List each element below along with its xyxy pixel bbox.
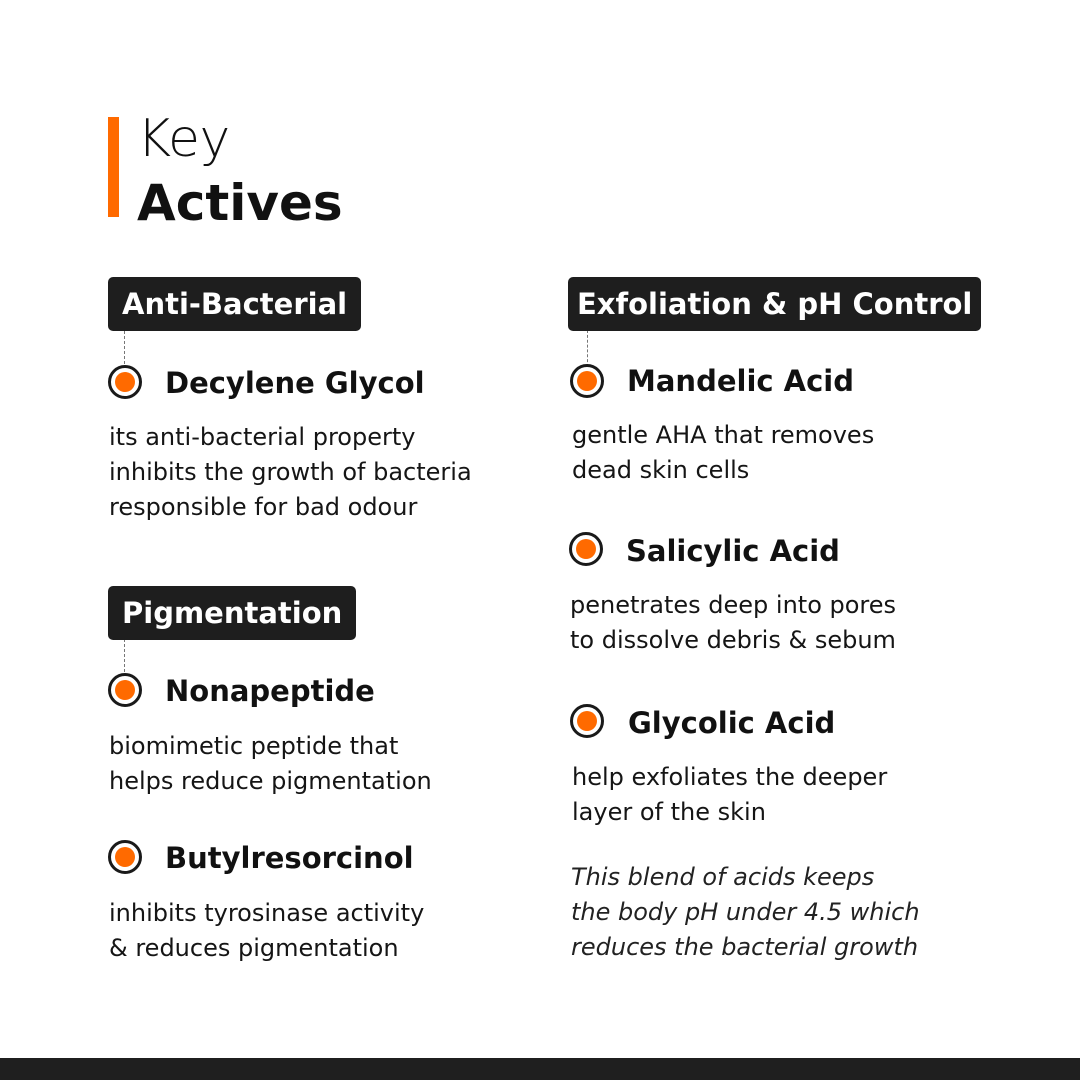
- anti-bacterial-tag: Anti-Bacterial: [108, 277, 361, 331]
- glycolic-acid-description: help exfoliates the deeper layer of the skin: [572, 763, 888, 826]
- nonapeptide-description: biomimetic peptide that helps reduce pigmentation: [109, 732, 432, 795]
- mandelic-acid-bullet-icon: [570, 364, 604, 398]
- accent-bar: [108, 117, 119, 217]
- footer-bar: [0, 1058, 1080, 1080]
- salicylic-acid-bullet-icon: [569, 532, 603, 566]
- butylresorcinol-name: Butylresorcinol: [165, 841, 414, 875]
- exfoliation-connector: [587, 330, 588, 367]
- butylresorcinol-bullet-icon: [108, 840, 142, 874]
- salicylic-acid-description: penetrates deep into pores to dissolve debris & sebum: [570, 591, 897, 654]
- anti-bacterial-connector: [124, 331, 125, 369]
- decylene-glycol-bullet-icon: [108, 365, 142, 399]
- page-title-actives: Actives: [137, 174, 343, 232]
- mandelic-acid-name: Mandelic Acid: [627, 364, 855, 398]
- mandelic-acid-description: gentle AHA that removes dead skin cells: [572, 421, 875, 484]
- nonapeptide-bullet-icon: [108, 673, 142, 707]
- page-title-key: Key: [137, 109, 230, 169]
- salicylic-acid-name: Salicylic Acid: [626, 534, 840, 568]
- decylene-glycol-description: its anti-bacterial property inhibits the growth of bacteria responsible for bad odour: [109, 423, 472, 521]
- exfoliation-tag: Exfoliation & pH Control: [568, 277, 981, 331]
- glycolic-acid-name: Glycolic Acid: [628, 706, 836, 740]
- acid-blend-note: This blend of acids keeps the body pH under 4.5 which reduces the bacterial growth: [571, 863, 920, 961]
- pigmentation-tag: Pigmentation: [108, 586, 356, 640]
- decylene-glycol-name: Decylene Glycol: [165, 366, 425, 400]
- nonapeptide-name: Nonapeptide: [165, 674, 375, 708]
- butylresorcinol-description: inhibits tyrosinase activity & reduces pigmentation: [109, 899, 425, 962]
- pigmentation-connector: [124, 639, 125, 677]
- glycolic-acid-bullet-icon: [570, 704, 604, 738]
